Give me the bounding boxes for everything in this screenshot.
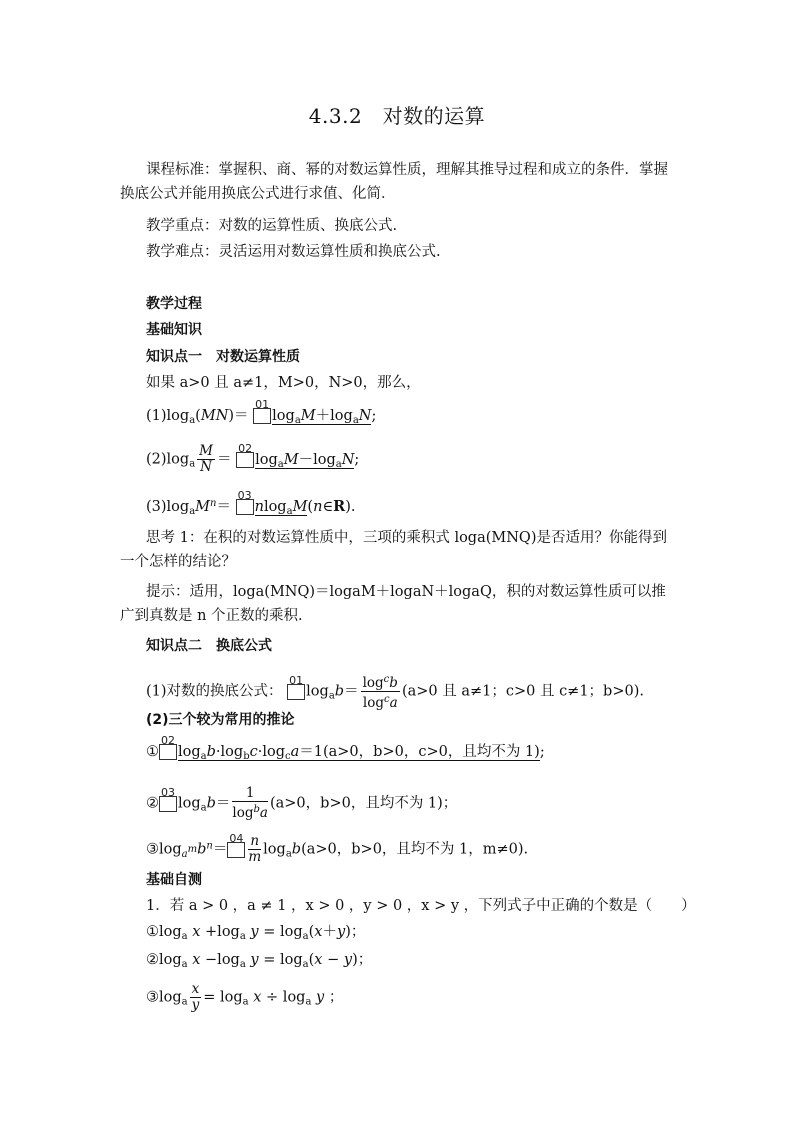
answer-box-icon: 03 [236,499,254,515]
formula-1-label: (1)log [146,408,190,424]
k1-condition: 如果 a>0 且 a≠1，M>0，N>0，那么， [146,375,421,391]
answer-box-icon: 02 [236,452,254,468]
think-question: 思考 1：在积的对数运算性质中，三项的乘积式 loga(MNQ)是否适用？你能得到一个怎样的结论？ [120,530,667,570]
knowledge-point-1-heading: 知识点一 对数运算性质 [146,349,300,365]
think-hint: 提示：适用，loga(MNQ)＝logaM＋logaN＋logaQ，积的对数运算性质可以推广到真数是 n 个正数的乘积. [120,584,666,624]
answer-box-icon: 01 [287,684,305,700]
process-heading: 教学过程 [146,296,202,312]
answer-box-icon: 01 [253,408,271,424]
corollary-1-condition: (a>0，b>0，c>0，且均不为 1) [322,744,540,760]
k1-formula-1: $(1)\log_a(MN)=$ 01 $\log_aM+\log_aN$; [146,398,377,426]
corollary-2: ② 03 $\log_ab=$ $\frac{1}{\log^ba}$ (a>0，b>0，且均不为 1)； [146,785,458,821]
option-3: $③\log_a$ $\frac{x}{y}$ = $\log_a x \div \log_a y$ ； [146,981,344,1013]
change-of-base-condition: (a>0 且 a≠1；c>0 且 c≠1；b>0). [401,683,644,700]
option-2: $②\log_a$ $x -\log_a$ $y = \log_a(x - y)$； [146,952,373,970]
formula-3-label: (3)log [146,499,190,515]
corollary-heading: (2)三个较为常用的推论 [146,712,295,728]
difficulty-point: 教学难点：灵活运用对数运算性质和换底公式. [146,244,441,260]
formula-2-label: (2)log [146,451,190,468]
knowledge-point-2-heading: 知识点二 换底公式 [146,638,272,654]
answer-box-icon: 03 [159,796,177,812]
basic-heading: 基础知识 [146,322,202,338]
selftest-heading: 基础自测 [146,872,202,888]
key-point: 教学重点：对数的运算性质、换底公式. [146,218,398,234]
course-standard: 课程标准：掌握积、商、幂的对数运算性质，理解其推导过程和成立的条件．掌握换底公式并能用换底公式进行求值、化简． [120,162,668,202]
question-1: 1．若 a > 0 ，a ≠ 1 ，x > 0 ，y > 0 ，x > y ，下列式子中正确的个数是（ ） [146,898,696,914]
change-of-base-label: (1)对数的换底公式： [146,683,283,700]
corollary-1: ① 02 $\log_ab\cdot\log_bc\cdot\log_ca=1(a>0$，b>0，c>0，且均不为 1); [146,734,545,762]
page-title: 4.3.2 对数的运算 [308,104,486,128]
k1-formula-2: $(2)\log_a$ $\frac{M}{N}$ ＝ 02 $\log_aM-\log_aN$; [146,441,360,475]
answer-box-icon: 04 [227,842,245,858]
corollary-3: $③\log_{a^m}b^n=$ 04 $\frac{n}{m}$ $\log_ab(a>0$，b>0，且均不为 1，m≠0). [146,831,529,865]
corollary-2-condition: (a>0，b>0，且均不为 1)； [269,795,458,812]
k1-formula-3: $(3)\log_aM^n=$ 03 nlog$_a$M(n∈R). [146,489,356,517]
corollary-3-condition: (a>0，b>0，且均不为 1，m≠0). [301,841,529,858]
answer-box-icon: 02 [159,744,177,760]
change-of-base-formula: (1)对数的换底公式： 01 $\log_ab=$ $\frac{\log^cb}{\log^ca}$ (a>0 且 a≠1；c>0 且 c≠1；b>0). [146,673,644,711]
option-1: $①\log_a$ $x +\log_a$ $y = \log_a(x+y)$； [146,924,366,942]
